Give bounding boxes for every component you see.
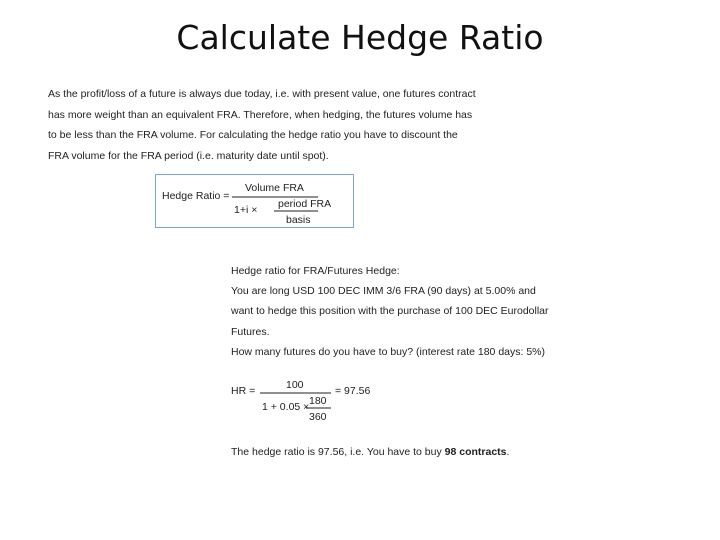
hedge-ratio-formula bbox=[156, 175, 352, 226]
page-title: Calculate Hedge Ratio bbox=[176, 18, 544, 57]
calculation-inner-denominator: 360 bbox=[309, 411, 327, 423]
conclusion-bold: 98 contracts bbox=[444, 446, 507, 458]
example-paragraph bbox=[231, 261, 591, 362]
example-line: Futures. bbox=[231, 325, 270, 338]
formula-numerator: Volume FRA bbox=[245, 182, 304, 194]
hedge-ratio-calculation bbox=[231, 372, 391, 426]
intro-line: FRA volume for the FRA period (i.e. maturity date until spot). bbox=[48, 149, 329, 162]
intro-line: As the profit/loss of a future is always due today, i.e. with present value, one futures contract bbox=[48, 88, 476, 100]
example-line: How many futures do you have to buy? (interest rate 180 days: 5%) bbox=[231, 345, 546, 358]
formula-inner-numerator: period FRA bbox=[278, 198, 332, 210]
calculation-inner-numerator: 180 bbox=[309, 395, 327, 407]
example-line: Hedge ratio for FRA/Futures Hedge: bbox=[231, 265, 400, 277]
formula-lhs: Hedge Ratio = bbox=[162, 190, 230, 202]
calculation-result: = 97.56 bbox=[335, 385, 371, 397]
hedge-ratio-formula-box bbox=[155, 174, 354, 228]
conclusion-text bbox=[231, 444, 509, 460]
conclusion-suffix: . bbox=[506, 446, 510, 458]
calculation-numerator: 100 bbox=[286, 379, 304, 391]
calculation-lhs: HR = bbox=[231, 385, 256, 397]
conclusion-prefix: The hedge ratio is 97.56, i.e. You have to buy bbox=[231, 446, 445, 458]
intro-line: to be less than the FRA volume. For calculating the hedge ratio you have to discount the bbox=[48, 129, 458, 141]
intro-line: has more weight than an equivalent FRA. Therefore, when hedging, the futures volume has bbox=[48, 108, 473, 121]
example-line: want to hedge this position with the purchase of 100 DEC Eurodollar bbox=[231, 305, 549, 318]
example-line: You are long USD 100 DEC IMM 3/6 FRA (90 days) at 5.00% and bbox=[231, 285, 536, 298]
formula-denominator-prefix: 1+i × bbox=[234, 204, 258, 216]
intro-paragraph bbox=[48, 84, 518, 166]
calculation-denominator-prefix: 1 + 0.05 × bbox=[262, 401, 310, 413]
hedge-ratio-calculation-formula bbox=[231, 372, 391, 426]
formula-inner-denominator: basis bbox=[286, 214, 311, 226]
